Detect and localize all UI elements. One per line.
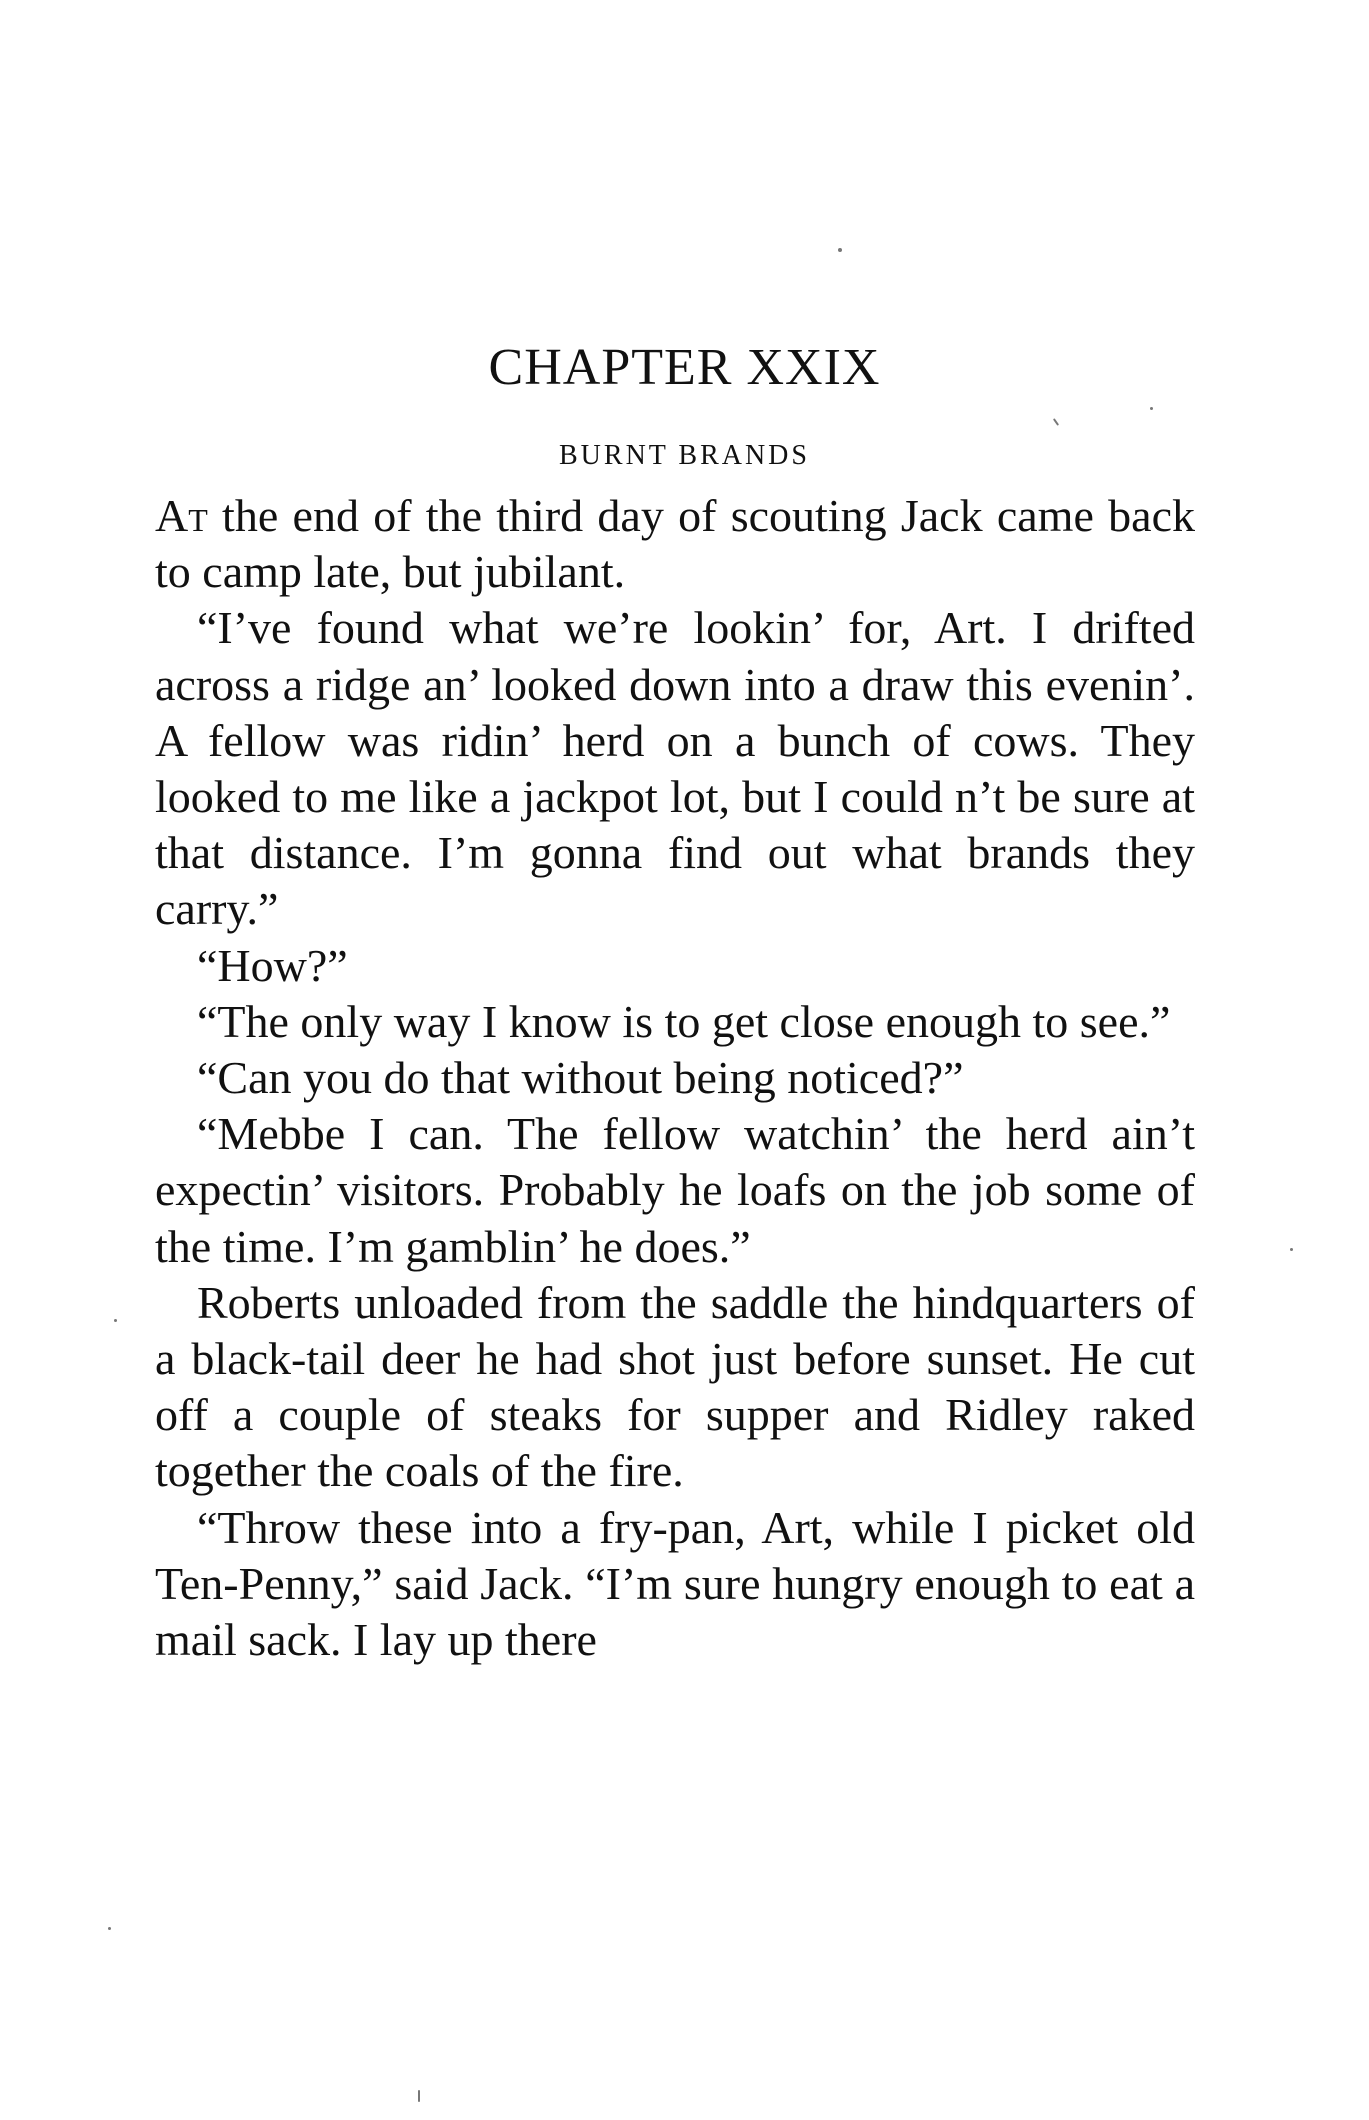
body-text — [155, 488, 1195, 1668]
paragraph: Roberts unloaded from the saddle the hindquarters of a black-tail deer he had shot just before sunset. He cut off a couple of steaks for supper and Ridley raked together the coals of the fire. — [155, 1276, 1195, 1497]
chapter-subtitle: BURNT BRANDS — [559, 440, 810, 471]
paragraph: “Can you do that without being noticed?” — [197, 1052, 964, 1104]
scan-speck — [1150, 407, 1153, 410]
scan-speck — [108, 1927, 111, 1930]
chapter-title: CHAPTER XXIX — [488, 339, 881, 396]
paragraph — [155, 488, 1195, 600]
scan-speck — [114, 1319, 117, 1322]
paragraph: “Mebbe I can. The fellow watchin’ the herd ain’t expectin’ visitors. Probably he loafs on the job some of the time. I’m gamblin’ he does.” — [155, 1108, 1195, 1272]
scan-speck — [1053, 418, 1059, 426]
scan-speck — [838, 248, 842, 252]
paragraph-text: the end of the third day of scouting Jack came back to camp late, but jubilant. — [155, 490, 1195, 598]
scan-speck — [1290, 1248, 1293, 1251]
scan-speck — [418, 2090, 420, 2102]
drop-cap-word: At — [155, 490, 208, 541]
paragraph: “How?” — [197, 939, 348, 991]
paragraph: “I’ve found what we’re lookin’ for, Art. I drifted across a ridge an’ looked down into a draw this evenin’. A fellow was ridin’ herd on a bunch of cows. They looked to me like a jackpot lot, but I could n’t be sure at that distance. I’m gonna find out what brands they carry.” — [155, 602, 1195, 935]
paragraph: “Throw these into a fry-pan, Art, while I picket old Ten-Penny,” said Jack. “I’m sure hungry enough to eat a mail sack. I lay up there — [155, 1501, 1195, 1666]
paragraph: “The only way I know is to get close enough to see.” — [197, 995, 1171, 1047]
